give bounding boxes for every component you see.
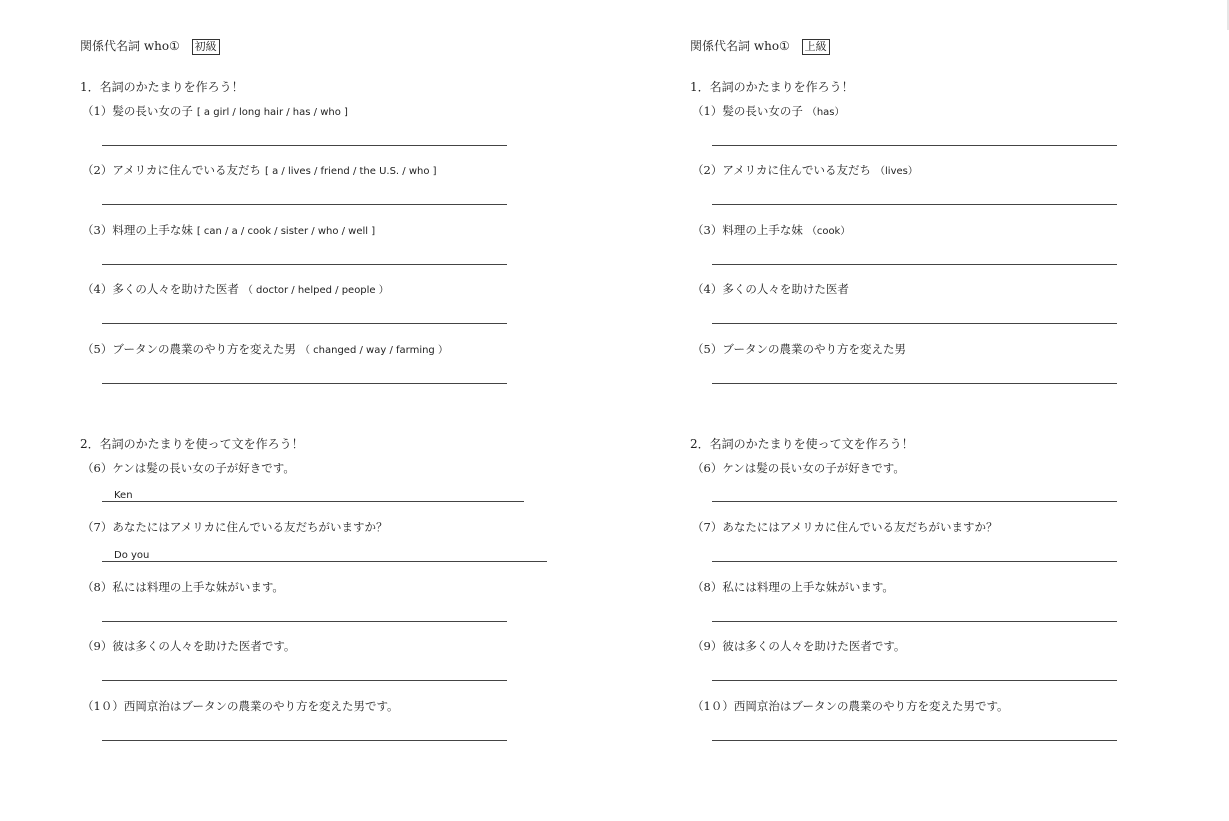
question-10: （1０）西岡京治はブータンの農業のやり方を変えた男です。 (692, 699, 1009, 713)
question-1: （1）髪の長い女の子 （has） (692, 104, 845, 118)
question-6: （6）ケンは髪の長い女の子が好きです。 (82, 461, 295, 475)
answer-line[interactable] (102, 204, 507, 205)
worksheet-header (80, 37, 220, 55)
worksheet-title: 関係代名詞 who① (80, 39, 180, 53)
question-4: （4）多くの人々を助けた医者 （ doctor / helped / people ） (82, 282, 389, 296)
answer-line[interactable] (712, 740, 1117, 741)
question-7: （7）あなたにはアメリカに住んでいる友だちがいますか？ (82, 520, 388, 534)
answer-line[interactable] (712, 680, 1117, 681)
answer-line[interactable] (102, 383, 507, 384)
word-hint: （cook） (806, 226, 851, 237)
question-1: （1）髪の長い女の子 [ a girl / long hair / has / who ] (82, 104, 348, 118)
word-hint: [ a girl / long hair / has / who ] (196, 107, 348, 118)
section-1-title: 1．名詞のかたまりを作ろう！ (690, 80, 854, 94)
question-3: （3）料理の上手な妹 [ can / a / cook / sister / who / well ] (82, 223, 376, 237)
answer-line[interactable] (102, 621, 507, 622)
answer-line[interactable] (712, 383, 1117, 384)
question-10: （1０）西岡京治はブータンの農業のやり方を変えた男です。 (82, 699, 399, 713)
question-2: （2）アメリカに住んでいる友だち （lives） (692, 163, 918, 177)
question-5: （5）ブータンの農業のやり方を変えた男 (692, 342, 906, 356)
answer-line[interactable] (102, 501, 524, 502)
answer-line[interactable] (712, 621, 1117, 622)
answer-line[interactable] (102, 680, 507, 681)
answer-line[interactable] (712, 323, 1117, 324)
sentence-starter: Ken (114, 490, 133, 501)
question-2: （2）アメリカに住んでいる友だち [ a / lives / friend / the U.S. / who ] (82, 163, 437, 177)
section-2-title: 2．名詞のかたまりを使って文を作ろう！ (80, 437, 304, 451)
level-badge: 上級 (802, 39, 830, 55)
question-3: （3）料理の上手な妹 （cook） (692, 223, 851, 237)
answer-line[interactable] (712, 501, 1117, 502)
answer-line[interactable] (102, 323, 507, 324)
word-hint: [ a / lives / friend / the U.S. / who ] (265, 166, 437, 177)
answer-line[interactable] (712, 204, 1117, 205)
answer-line[interactable] (712, 145, 1117, 146)
answer-line[interactable] (102, 561, 547, 562)
question-4: （4）多くの人々を助けた医者 (692, 282, 849, 296)
question-8: （8）私には料理の上手な妹がいます。 (692, 580, 894, 594)
word-hint: （lives） (875, 166, 918, 177)
question-9: （9）彼は多くの人々を助けた医者です。 (692, 639, 906, 653)
question-7: （7）あなたにはアメリカに住んでいる友だちがいますか？ (692, 520, 998, 534)
question-6: （6）ケンは髪の長い女の子が好きです。 (692, 461, 905, 475)
sentence-starter: Do you (114, 550, 150, 561)
section-1-title: 1．名詞のかたまりを作ろう！ (80, 80, 244, 94)
word-hint: （ doctor / helped / people ） (242, 285, 389, 296)
level-badge: 初級 (192, 39, 220, 55)
answer-line[interactable] (712, 561, 1117, 562)
answer-line[interactable] (102, 145, 507, 146)
word-hint: [ can / a / cook / sister / who / well ] (196, 226, 376, 237)
word-hint: （has） (806, 107, 845, 118)
question-5: （5）ブータンの農業のやり方を変えた男 （ changed / way / farming ） (82, 342, 448, 356)
worksheet-header (690, 37, 830, 55)
word-hint: （ changed / way / farming ） (299, 345, 448, 356)
question-8: （8）私には料理の上手な妹がいます。 (82, 580, 284, 594)
section-2-title: 2．名詞のかたまりを使って文を作ろう！ (690, 437, 914, 451)
answer-line[interactable] (102, 264, 507, 265)
answer-line[interactable] (102, 740, 507, 741)
answer-line[interactable] (712, 264, 1117, 265)
question-9: （9）彼は多くの人々を助けた医者です。 (82, 639, 296, 653)
worksheet-title: 関係代名詞 who① (690, 39, 790, 53)
